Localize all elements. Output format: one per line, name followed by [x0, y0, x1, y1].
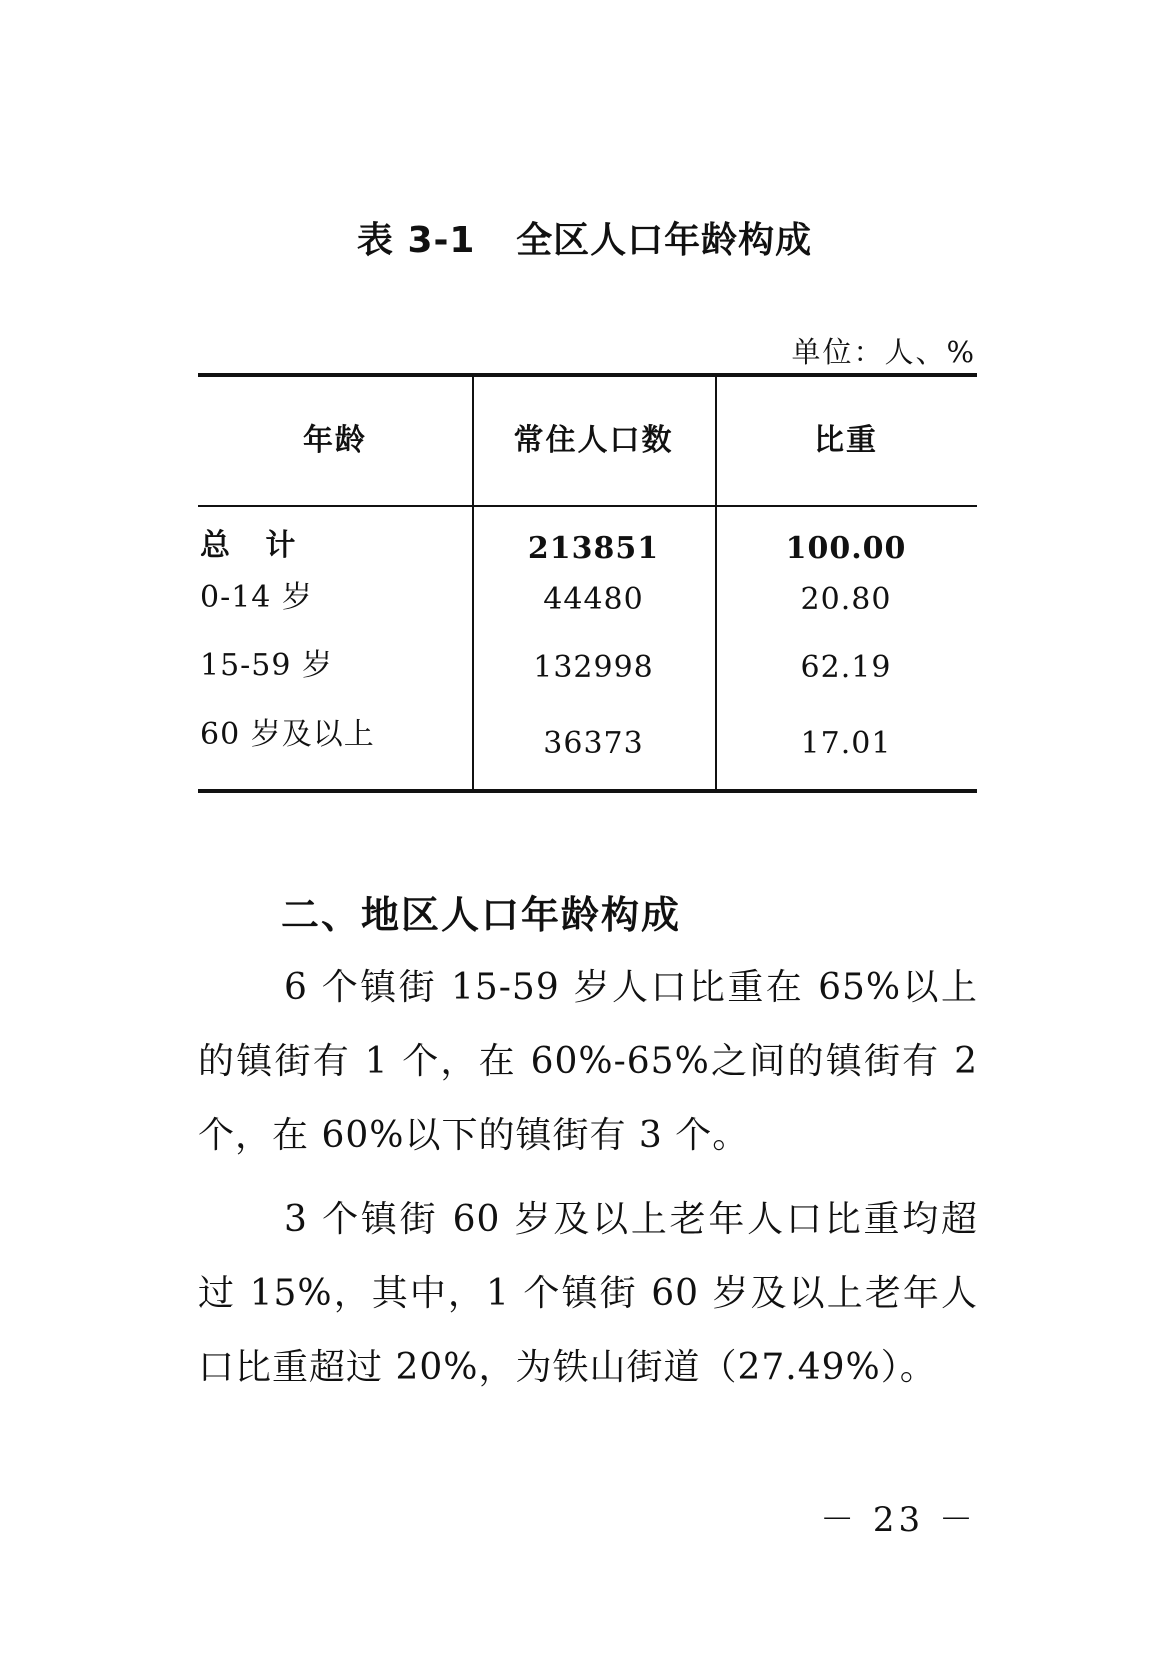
- row-population: 44480: [543, 582, 644, 617]
- table-row: [198, 709, 977, 761]
- row-share: 62.19: [800, 650, 892, 685]
- header-age: 年龄: [303, 423, 367, 458]
- body-paragraph: 3 个镇街 60 岁及以上老年人口比重均超过 15%，其中，1 个镇街 60 岁及以上老年人口比重超过 20%，为铁山街道（27.49%）。: [198, 1199, 978, 1388]
- body-paragraph: 6 个镇街 15-59 岁人口比重在 65%以上的镇街有 1 个，在 60%-65%之间的镇街有 2 个，在 60%以下的镇街有 3 个。: [198, 967, 978, 1156]
- row-share: 100.00: [785, 531, 907, 566]
- table-row-total: [198, 505, 977, 566]
- table-row: [198, 640, 977, 685]
- row-label: 15-59 岁: [200, 648, 334, 683]
- header-population: 常住人口数: [513, 423, 674, 458]
- row-population: 213851: [527, 531, 660, 566]
- row-share: 20.80: [800, 582, 892, 617]
- section-heading: 二、地区人口年龄构成: [281, 893, 682, 937]
- row-label: 总 计: [200, 528, 297, 563]
- row-population: 36373: [543, 726, 644, 761]
- table-title: 表 3-1 全区人口年龄构成: [356, 220, 813, 261]
- row-label: 0-14 岁: [200, 580, 313, 615]
- row-population: 132998: [533, 650, 654, 685]
- table-row: [198, 572, 977, 617]
- page-number: － 23 －: [820, 1500, 977, 1540]
- population-age-table: [198, 373, 977, 793]
- header-share: 比重: [814, 423, 878, 458]
- row-label: 60 岁及以上: [200, 717, 375, 752]
- unit-note: 单位：人、%: [791, 335, 976, 369]
- row-share: 17.01: [800, 726, 892, 761]
- table-header-row: [198, 377, 977, 507]
